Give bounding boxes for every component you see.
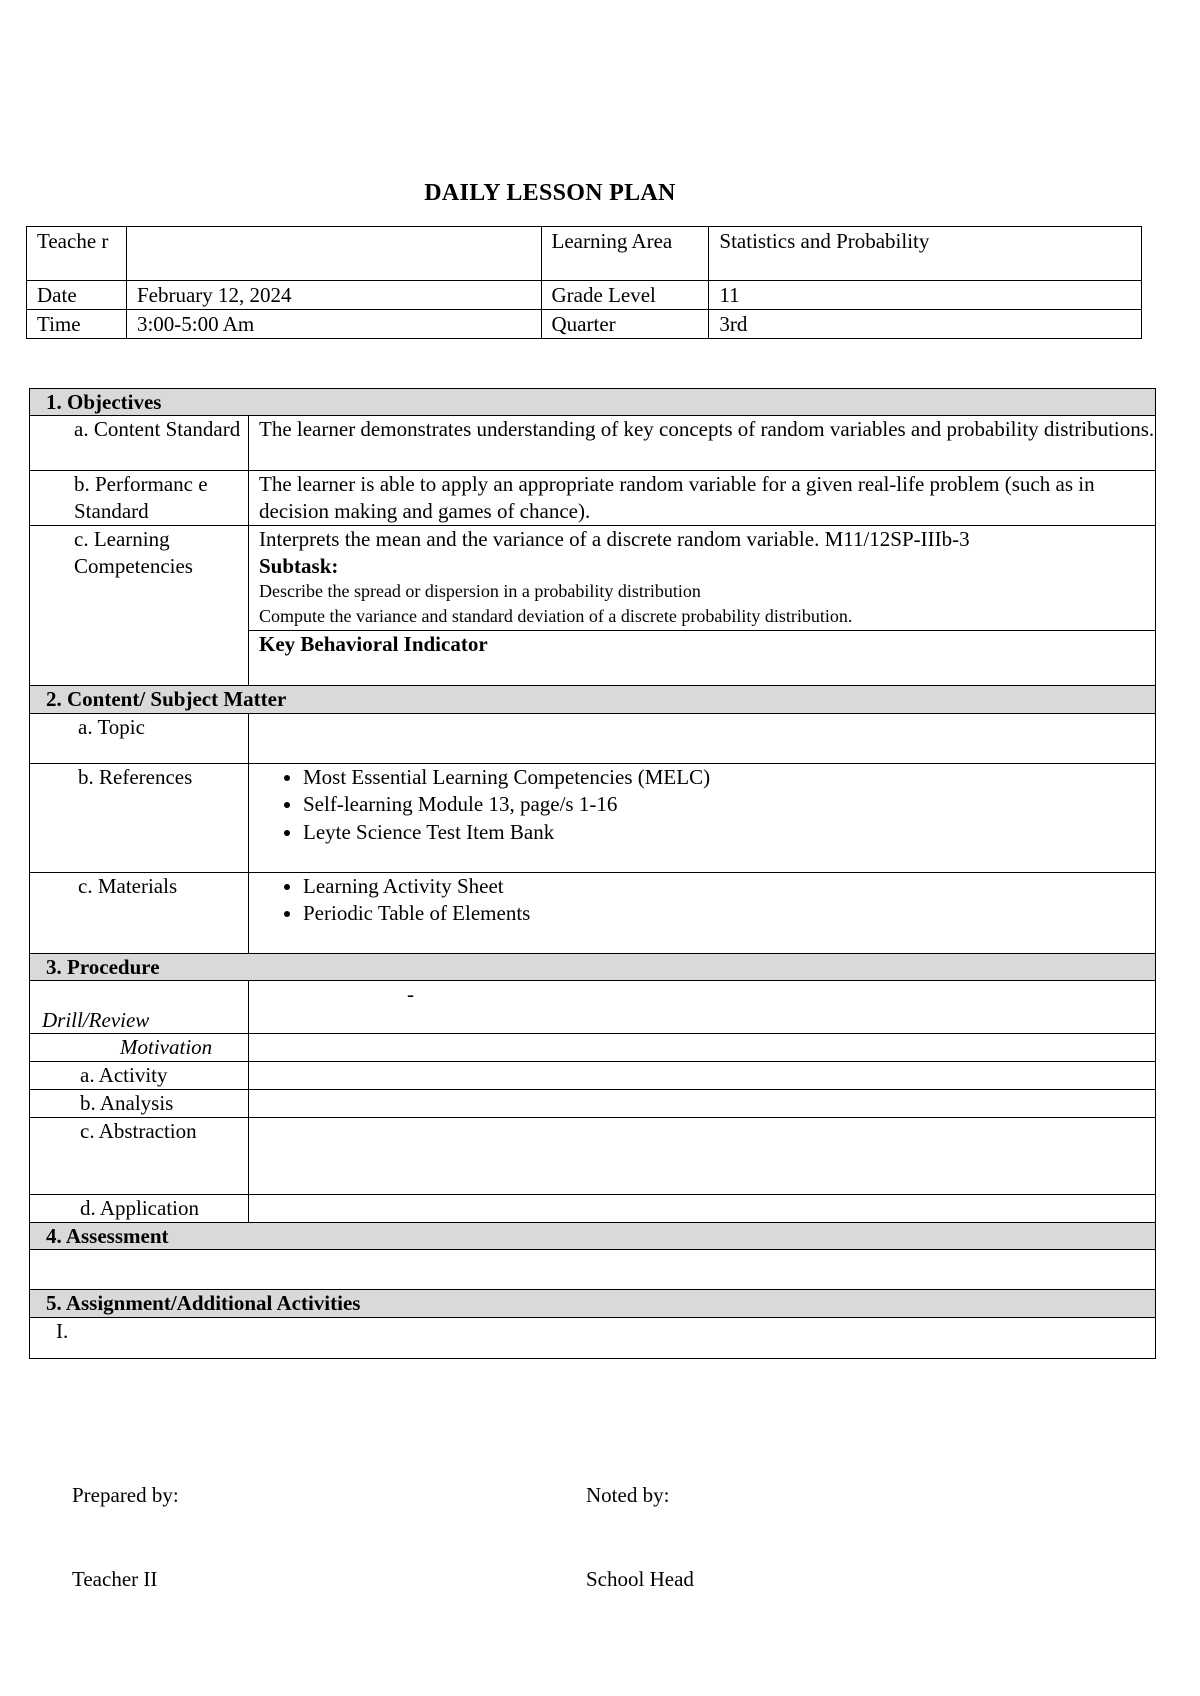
objectives-header: 1. Objectives (30, 389, 1156, 416)
procedure-header-row (30, 953, 1156, 980)
materials-cell (249, 872, 1156, 953)
assignment-header: 5. Assignment/Additional Activities (30, 1290, 1156, 1317)
info-row-time (27, 310, 1142, 339)
materials-list (259, 873, 1155, 928)
list-item: • Most Essential Learning Competencies (MELC) (303, 764, 1155, 792)
drill-label: Drill/Review (30, 980, 249, 1033)
performance-standard-row (30, 471, 1156, 526)
time-value: 3:00-5:00 Am (126, 310, 541, 339)
assessment-header: 4. Assessment (30, 1223, 1156, 1250)
application-row (30, 1195, 1156, 1223)
content-header: 2. Content/ Subject Matter (30, 686, 1156, 713)
grade-label: Grade Level (541, 281, 709, 310)
lesson-plan-table (29, 388, 1156, 1359)
activity-row (30, 1062, 1156, 1090)
topic-value (249, 713, 1156, 763)
materials-label: c. Materials (30, 872, 249, 953)
list-item: • Periodic Table of Elements (303, 900, 1155, 928)
performance-standard-label: b. Performanc e Standard (30, 471, 249, 526)
teacher-value (126, 227, 541, 281)
learning-area-label: Learning Area (541, 227, 709, 281)
procedure-header: 3. Procedure (30, 953, 1156, 980)
materials-row (30, 872, 1156, 953)
references-label: b. References (30, 763, 249, 872)
activity-label: a. Activity (30, 1062, 249, 1090)
drill-row (30, 980, 1156, 1033)
learning-area-value: Statistics and Probability (709, 227, 1142, 281)
references-cell (249, 763, 1156, 872)
assessment-row (30, 1250, 1156, 1290)
list-item: • Self-learning Module 13, page/s 1-16 (303, 791, 1155, 819)
assignment-row (30, 1317, 1156, 1358)
noted-by-label: Noted by: (586, 1483, 670, 1507)
performance-standard-text: The learner is able to apply an appropriate random variable for a given real-life problem (such as in decision making and games of chance). (249, 471, 1156, 526)
key-indicator: Key Behavioral Indicator (249, 631, 1156, 686)
grade-value: 11 (709, 281, 1142, 310)
quarter-label: Quarter (541, 310, 709, 339)
competencies-label: c. Learning Competencies (30, 526, 249, 686)
drill-value: - (249, 980, 1156, 1033)
assignment-value: I. (30, 1317, 1156, 1358)
prepared-by-label: Prepared by: (72, 1483, 179, 1507)
abstraction-row (30, 1118, 1156, 1195)
teacher-label: Teache r (27, 227, 127, 281)
quarter-value: 3rd (709, 310, 1142, 339)
motivation-label: Motivation (30, 1034, 249, 1062)
list-item: • Learning Activity Sheet (303, 873, 1155, 901)
subtask-2: Compute the variance and standard deviation of a discrete probability distribution. (259, 605, 853, 626)
references-row (30, 763, 1156, 872)
noted-role: School Head (586, 1567, 694, 1591)
competencies-cell (249, 526, 1156, 631)
analysis-row (30, 1090, 1156, 1118)
content-header-row (30, 686, 1156, 713)
content-standard-row (30, 416, 1156, 471)
date-value: February 12, 2024 (126, 281, 541, 310)
references-list (259, 764, 1155, 847)
content-standard-text: The learner demonstrates understanding of key concepts of random variables and probability distributions. (249, 416, 1156, 471)
analysis-label: b. Analysis (30, 1090, 249, 1118)
objectives-header-row (30, 389, 1156, 416)
application-label: d. Application (30, 1195, 249, 1223)
subtask-1: Describe the spread or dispersion in a probability distribution (259, 580, 701, 601)
info-row-teacher (27, 227, 1142, 281)
subtask-label: Subtask: (259, 553, 339, 578)
info-table (26, 226, 1142, 339)
content-standard-label: a. Content Standard (30, 416, 249, 471)
competencies-text: Interprets the mean and the variance of a discrete random variable. M11/12SP-IIIb-3 (259, 527, 970, 552)
info-row-date (27, 281, 1142, 310)
topic-row (30, 713, 1156, 763)
assignment-header-row (30, 1290, 1156, 1317)
abstraction-label: c. Abstraction (30, 1118, 249, 1195)
motivation-row (30, 1034, 1156, 1062)
page-title: DAILY LESSON PLAN (424, 180, 676, 206)
list-item: • Leyte Science Test Item Bank (303, 819, 1155, 847)
date-label: Date (27, 281, 127, 310)
topic-label: a. Topic (30, 713, 249, 763)
time-label: Time (27, 310, 127, 339)
assessment-header-row (30, 1223, 1156, 1250)
competencies-row (30, 526, 1156, 631)
prepared-role: Teacher II (72, 1567, 158, 1591)
